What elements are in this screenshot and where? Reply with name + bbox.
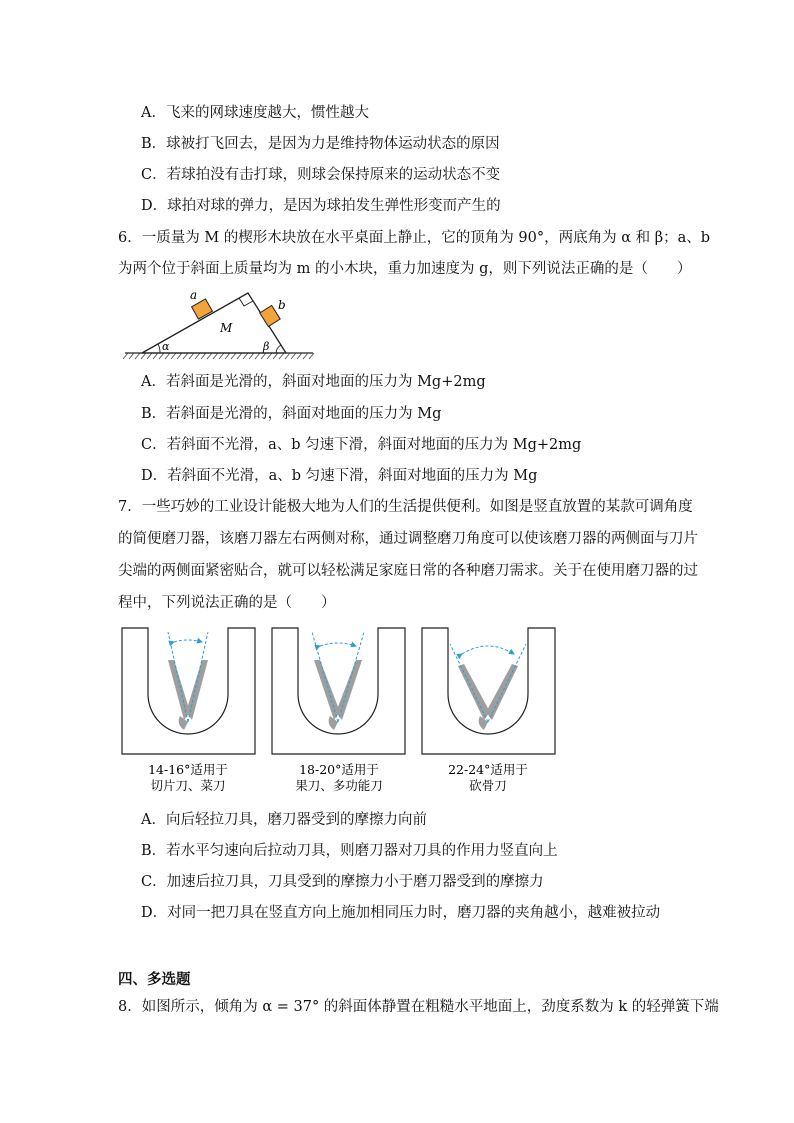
- q5-option-b: B．球被打飞回去，是因为力是维持物体运动状态的原因: [141, 136, 500, 152]
- q5-option-c: C．若球拍没有击打球，则球会保持原来的运动状态不变: [141, 167, 501, 183]
- section-title: 四、多选题: [118, 972, 191, 988]
- panel-1-caption-1: 14-16°适用于: [148, 762, 228, 777]
- label-b: b: [278, 298, 286, 312]
- panel-1-caption-2: 切片刀、菜刀: [150, 778, 226, 793]
- label-a: a: [190, 288, 198, 302]
- q7-option-a: A．向后轻拉刀具，磨刀器受到的摩擦力向前: [141, 812, 427, 828]
- panel-2-caption-2: 果刀、多功能刀: [295, 778, 383, 793]
- label-alpha: α: [162, 340, 170, 353]
- panel-3-caption-1: 22-24°适用于: [448, 762, 528, 777]
- q6-option-a: A．若斜面是光滑的，斜面对地面的压力为 Mg+2mg: [141, 374, 486, 390]
- ground-hatching: [123, 353, 314, 359]
- q6-option-b: B．若斜面是光滑的，斜面对地面的压力为 Mg: [141, 406, 442, 422]
- panel-2-caption-1: 18-20°适用于: [299, 762, 379, 777]
- q7-stem-line2: 的简便磨刀器，该磨刀器左右两侧对称，通过调整磨刀角度可以使该磨刀器的两侧面与刀片: [118, 531, 698, 547]
- q7-option-b: B．若水平匀速向后拉动刀具，则磨刀器对刀具的作用力竖直向上: [141, 843, 558, 859]
- q6-option-c: C．若斜面不光滑，a、b 匀速下滑，斜面对地面的压力为 Mg+2mg: [141, 437, 582, 453]
- sharpener-panel-3: [422, 628, 555, 754]
- q5-option-d: D．球拍对球的弹力，是因为球拍发生弹性形变而产生的: [141, 198, 501, 214]
- q8-stem-line1: 8．如图所示，倾角为 α = 37° 的斜面体静置在粗糙水平地面上，劲度系数为 k 的轻弹簧下端: [118, 999, 719, 1015]
- q6-stem-line1: 6．一质量为 M 的楔形木块放在水平桌面上静止，它的顶角为 90°，两底角为 α 和 β；a、b: [118, 230, 711, 246]
- q7-stem-line3: 尖端的两侧面紧密贴合，就可以轻松满足家庭日常的各种磨刀需求。关于在使用磨刀器的过: [118, 563, 698, 579]
- label-M: M: [220, 321, 233, 335]
- q6-stem-line2: 为两个位于斜面上质量均为 m 的小木块，重力加速度为 g，则下列说法正确的是（ ）: [118, 261, 692, 277]
- q7-option-d: D．对同一把刀具在竖直方向上施加相同压力时，磨刀器的夹角越小，越难被拉动: [141, 905, 661, 921]
- q7-option-c: C．加速后拉刀具，刀具受到的摩擦力小于磨刀器受到的摩擦力: [141, 874, 544, 890]
- q5-option-a: A．飞来的网球速度越大，惯性越大: [141, 105, 369, 121]
- label-beta: β: [263, 340, 270, 353]
- panel-3-caption-2: 砍骨刀: [469, 778, 507, 793]
- q7-stem-line1: 7．一些巧妙的工业设计能极大地为人们的生活提供便利。如图是竖直放置的某款可调角度: [118, 499, 693, 515]
- sharpener-panel-2: [272, 628, 405, 754]
- q7-stem-line4: 程中，下列说法正确的是（ ）: [118, 595, 336, 611]
- sharpener-figure: [118, 624, 568, 799]
- wedge-figure: [120, 285, 320, 365]
- sharpener-panel-1: [122, 628, 255, 754]
- q6-option-d: D．若斜面不光滑，a、b 匀速下滑，斜面对地面的压力为 Mg: [141, 468, 538, 484]
